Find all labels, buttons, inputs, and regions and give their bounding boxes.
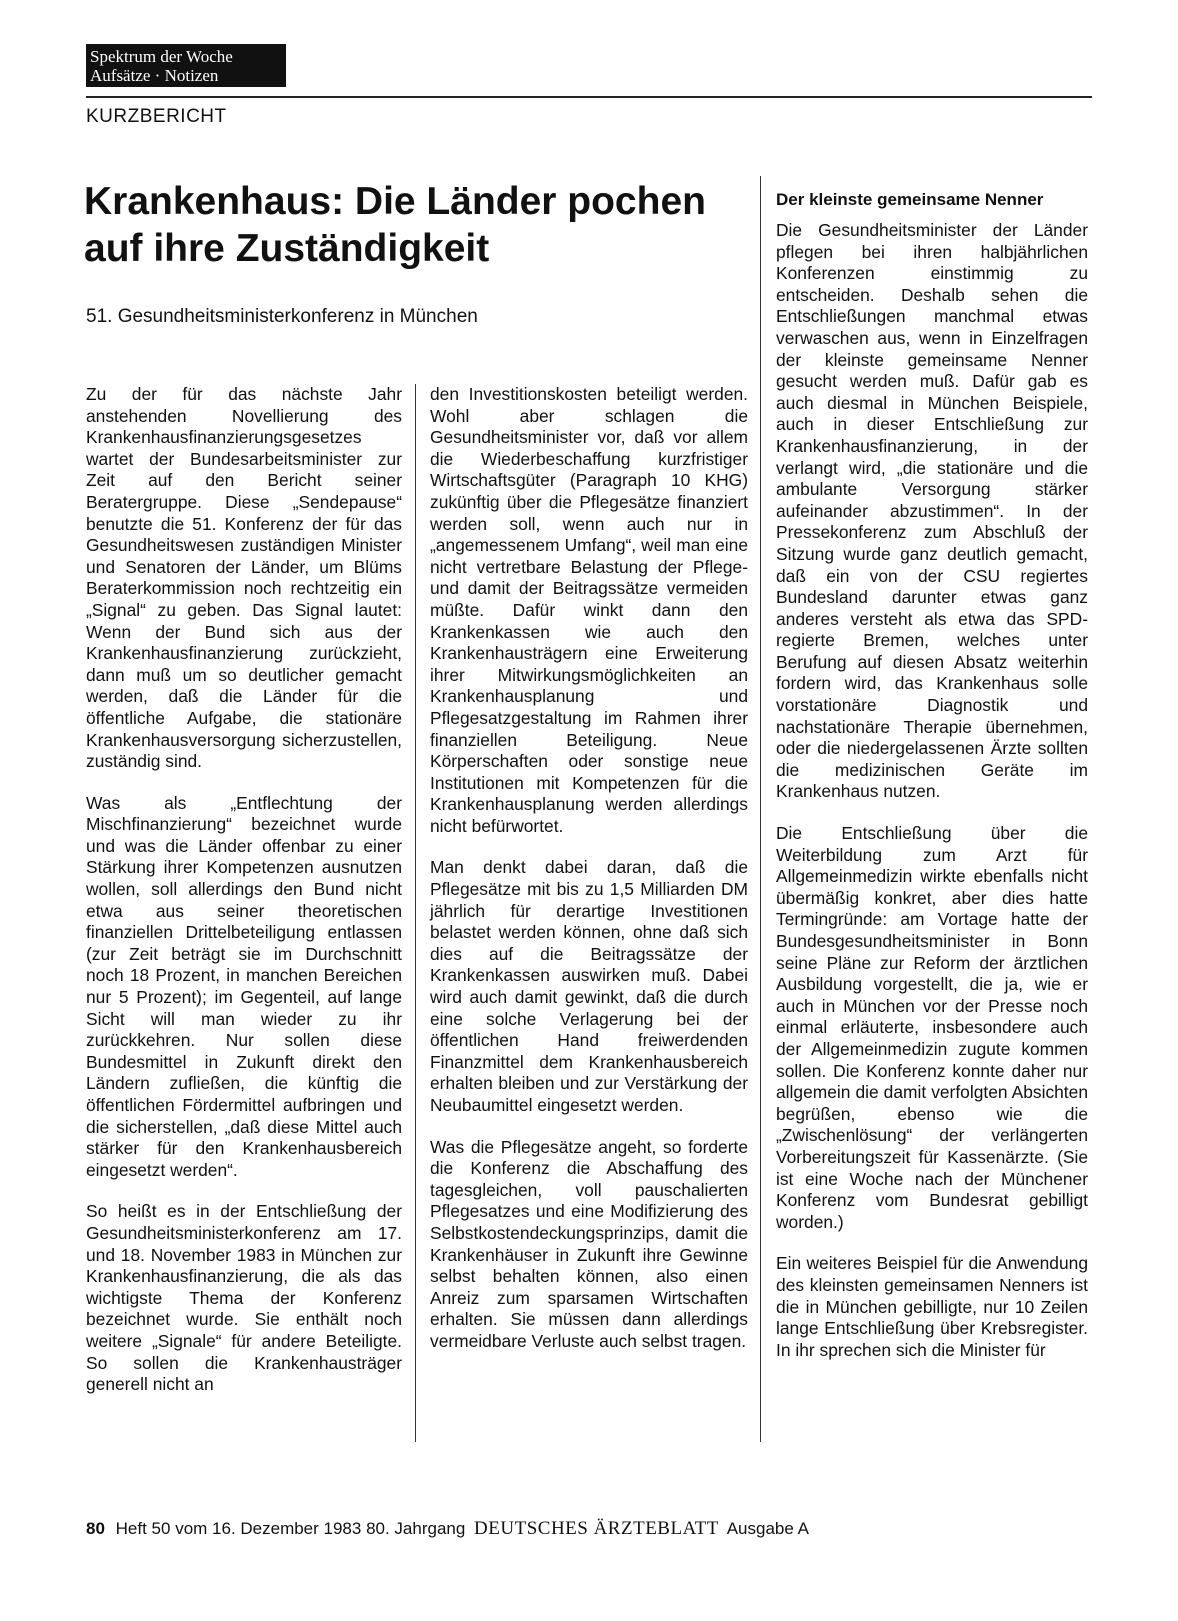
column-1 <box>86 384 402 1416</box>
paragraph: Man denkt dabei daran, daß die Pflegesätze mit bis zu 1,5 Milliarden DM jährlich für derartige Investitionen belastet werden können, ohne daß sich dies auf die Beitragssätze der Krankenkassen auswirken muß. Dabei wird auch damit gewinkt, daß die durch eine solche Verlagerung bei der öffentlichen Hand freiwerdenden Finanzmittel dem Krankenhausbereich erhalten bleiben und zur Verstärkung der Neubaumittel eingesetzt werden. <box>430 857 748 1115</box>
subline: 51. Gesundheitsministerkonferenz in München <box>86 306 478 327</box>
paragraph: Die Entschließung über die Weiterbildung zum Arzt für Allgemeinmedizin wirkte ebenfalls nicht übermäßig konkret, aber dies hatte Termingründe: am Vortage hatte der Bundesgesundheitsminister in Bonn seine Pläne zur Reform der ärztlichen Ausbildung vorgestellt, die ja, wie er auch in München vor der Presse noch einmal erläuterte, insbesondere auch der Allgemeinmedizin zugute kommen sollen. Die Konferenz konnte daher nur allgemein die damit verfolgten Absichten begrüßen, ebenso wie die „Zwischenlösung“ der verlängerten Vorbereitungszeit für Kassenärzte. (Sie ist eine Woche nach der Münchener Konferenz vom Bundesrat gebilligt worden.) <box>776 823 1088 1232</box>
issue-info: Heft 50 vom 16. Dezember 1983 80. Jahrgang <box>115 1519 466 1538</box>
column-2 <box>430 384 748 1373</box>
section-label-line2: Aufsätze · Notizen <box>90 66 219 85</box>
paragraph: Die Gesundheitsminister der Länder pflegen bei ihren halbjährlichen Konferenzen einstimmig zu entscheiden. Deshalb sehen die Entschließungen manchmal etwas verwaschen aus, wenn in Einzelfragen der kleinste gemeinsame Nenner gesucht werden muß. Dafür gab es auch diesmal in München Beispiele, auch in dieser Entschließung zur Krankenhausfinanzierung, in der verlangt wird, „die stationäre und die ambulante Versorgung stärker aufeinander abzustimmen“. In der Pressekonferenz zum Abschluß der Sitzung wurde ganz deutlich gemacht, daß ein von der CSU regiertes Bundesland darunter etwas ganz anderes versteht als etwa das SPD-regierte Bremen, welches unter Berufung auf diesen Absatz weiterhin fordern wird, das Krankenhaus solle vorstationäre Diagnostik und nachstationäre Therapie übernehmen, oder die niedergelassenen Ärzte sollten die medizinischen Geräte im Krankenhaus nutzen. <box>776 220 1088 802</box>
column-3-heading: Der kleinste gemeinsame Nenner <box>776 190 1044 209</box>
column-divider <box>415 384 416 1442</box>
column-3 <box>776 220 1088 1381</box>
paragraph: den Investitionskosten beteiligt werden. Wohl aber schlagen die Gesundheitsminister vor, daß vor allem die Wiederbeschaffung kurzfristiger Wirtschaftsgüter (Paragraph 10 KHG) zukünftig über die Pflegesätze finanziert werden soll, wenn auch nur in „angemessenem Umfang“, weil man eine nicht vertretbare Belastung der Pflege- und damit der Beitragssätze vermeiden müßte. Dafür winkt dann den Krankenkassen wie auch den Krankenhausträgern eine Erweiterung ihrer Mitwirkungsmöglichkeiten an Krankenhausplanung und Pflegesatzgestaltung im Rahmen ihrer finanziellen Beteiligung. Neue Körperschaften oder sonstige neue Institutionen mit Kompetenzen für die Krankenhausplanung werden allerdings nicht befürwortet. <box>430 384 748 836</box>
headline: Krankenhaus: Die Länder pochen auf ihre Zuständigkeit <box>84 180 706 270</box>
section-label <box>86 44 286 87</box>
edition: Ausgabe A <box>726 1519 809 1538</box>
paragraph: Ein weiteres Beispiel für die Anwendung des kleinsten gemeinsamen Nenners ist die in München gebilligte, nur 10 Zeilen lange Entschließung über Krebsregister. In ihr sprechen sich die Minister für <box>776 1253 1088 1360</box>
section-label-line1: Spektrum der Woche <box>90 47 233 66</box>
paragraph: Zu der für das nächste Jahr anstehenden Novellierung des Krankenhausfinanzierungsgesetzes wartet der Bundesarbeitsminister zur Zeit auf den Bericht seiner Beratergruppe. Diese „Sendepause“ benutzte die 51. Konferenz der für das Gesundheitswesen zuständigen Minister und Senatoren der Länder, um Blüms Beraterkommission noch rechtzeitig ein „Signal“ zu geben. Das Signal lautet: Wenn der Bund sich aus der Krankenhausfinanzierung zurückzieht, dann muß um so deutlicher gemacht werden, daß die Länder für die öffentliche Aufgabe, die stationäre Krankenhausversorgung sicherzustellen, zuständig sind. <box>86 384 402 772</box>
column-divider <box>760 176 761 1442</box>
paragraph: So heißt es in der Entschließung der Gesundheitsministerkonferenz am 17. und 18. November 1983 in München zur Krankenhausfinanzierung, die als das wichtigste Thema der Konferenz bezeichnet wurde. Sie enthält noch weitere „Signale“ für andere Beteiligte. So sollen die Krankenhausträger generell nicht an <box>86 1201 402 1395</box>
magazine-name: DEUTSCHES ÄRZTEBLATT <box>474 1518 719 1539</box>
page-number: 80 <box>86 1519 105 1538</box>
kicker: KURZBERICHT <box>86 106 227 127</box>
page-footer <box>86 1518 809 1540</box>
header-rule <box>86 96 1092 98</box>
paragraph: Was die Pflegesätze angeht, so forderte die Konferenz die Abschaffung des tagesgleichen, voll pauschalierten Pflegesatzes und eine Modifizierung des Selbstkostendeckungsprinzips, damit die Krankenhäuser in Zukunft ihre Gewinne selbst behalten können, also einen Anreiz zum sparsamen Wirtschaften erhalten. Sie müssen dann allerdings vermeidbare Verluste auch selbst tragen. <box>430 1136 748 1351</box>
paragraph: Was als „Entflechtung der Mischfinanzierung“ bezeichnet wurde und was die Länder offenbar zu einer Stärkung ihrer Kompetenzen ausnutzen wollen, soll allerdings den Bund nicht etwa aus seiner theoretischen finanziellen Drittelbeteiligung entlassen (zur Zeit beträgt sie im Durchschnitt noch 18 Prozent, in manchen Bereichen nur 5 Prozent); im Gegenteil, auf lange Sicht will man wieder zu ihr zurückkehren. Nur sollen diese Bundesmittel in Zukunft direkt den Ländern zufließen, die künftig die öffentlichen Fördermittel aufbringen und die sicherstellen, „daß diese Mittel auch stärker für den Krankenhausbereich eingesetzt werden“. <box>86 792 402 1180</box>
